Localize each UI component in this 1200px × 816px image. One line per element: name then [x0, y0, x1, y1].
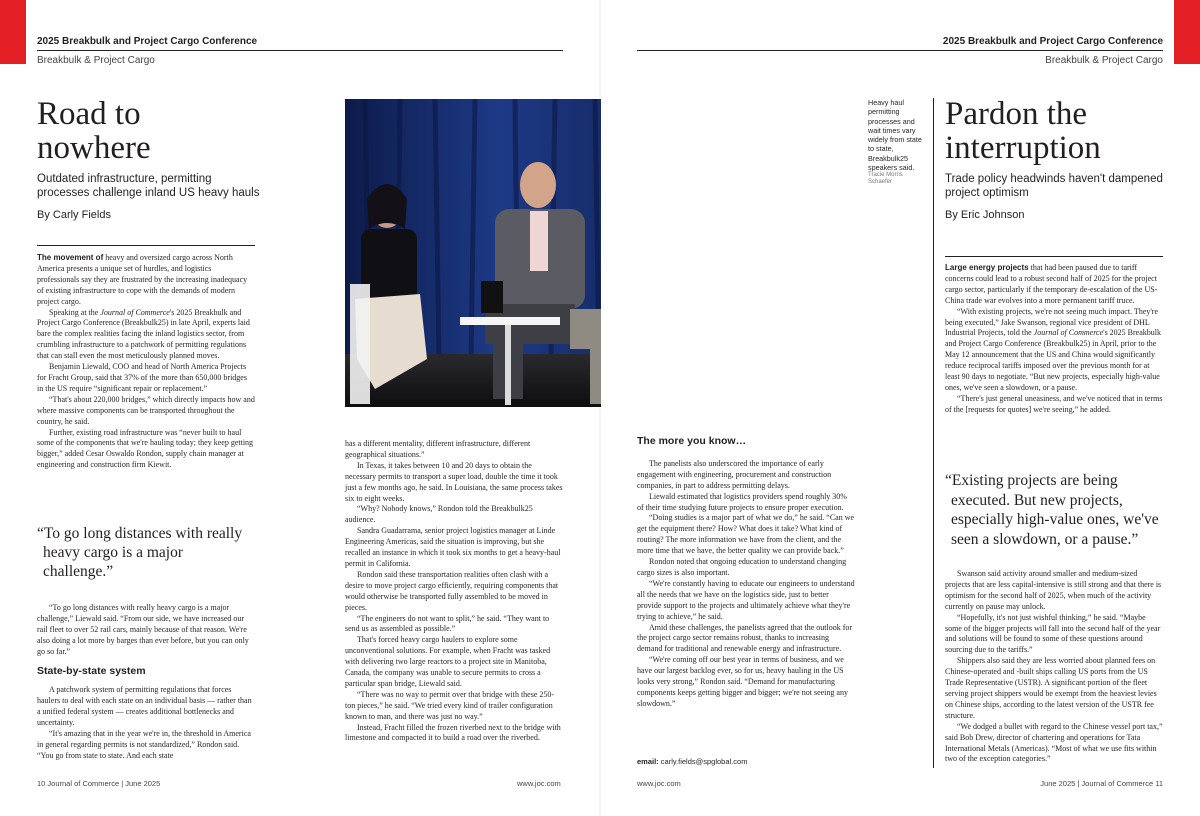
column-top-rule [37, 245, 255, 246]
lead-in: Large energy projects [945, 263, 1029, 272]
paragraph: “Hopefully, it's not just wishful thinking,” he said. “Maybe some of the bigger projects will fall into the second half of the year and solutions will be found to some of these questions around sourcing due to the tariffs.” [945, 612, 1161, 655]
pull-quote: “Existing projects are being executed. But new projects, especially high-value ones, we've seen a slowdown, or a pause.” [945, 472, 1159, 548]
paragraph: Further, existing road infrastructure was “never built to haul some of the components that we're hauling today; they keep getting bigger,” added Cesar Oswaldo Rondon, supply chain manager at engineering and construction firm Kiewit. [37, 427, 254, 470]
paragraph: Liewald estimated that logistics providers spend roughly 30% of their time studying future projects to ensure proper execution. [637, 491, 847, 512]
paragraph: “Doing studies is a major part of what we do,” he said. “Can we get the equipment there? How? What does it take? What kind of routing? The more information we have from the client, and the more time that we have, the better quality we can provide back.” [637, 513, 855, 556]
header-rule [37, 50, 563, 51]
photo-credit: Tracie Morris Schaefer [868, 172, 903, 186]
paragraph [945, 263, 1163, 307]
paragraph: Amid these challenges, the panelists agreed that the outlook for the project cargo sector remains robust, thanks to increasing demand for traditional and renewable energy and infrastructure. [637, 622, 853, 654]
column-top-rule [945, 256, 1163, 257]
article-byline: By Carly Fields [37, 209, 111, 221]
publication-name: Journal of Commerce [1033, 328, 1104, 338]
paragraph: has a different mentality, different infrastructure, different geographical situations.” [345, 439, 531, 459]
paragraph: Swanson said activity around smaller and medium-sized projects that are less capital-intensive is still strong and that there is optimism for the second half of 2025, when much of the activity currently on pause may unlock. [945, 569, 1162, 611]
paragraph: “To go long distances with really heavy cargo is a major challenge,” Liewald said. “From our side, we have increased our rail fleet to over 52 rail cars, mainly because of that reason. We're also doing a lot more by barges than ever before, but you can only go so far.” [37, 603, 249, 656]
article-headline: Road to nowhere [37, 96, 151, 166]
paragraph: “We're coming off our best year in terms of business, and we have our largest backlog ever, so for us, heavy hauling in the US looks very strong,” Rondon said. “Demand for manufacturing components keeps getting bigger and bigger; we're not seeing any slowdown.” [637, 655, 848, 708]
paragraph: The panelists also underscored the importance of early engagement with engineering, procurement and construction companies, in part to address permitting delays. [637, 458, 832, 490]
paragraph: Sandra Guadarrama, senior project logistics manager at Linde Engineering Americas, said the situation is improving, but she recalled an instance in which it took six months to get a heavy-haul permit in California. [345, 526, 561, 568]
publication-name: Journal of Commerce [100, 307, 170, 317]
lead-in: The movement of [37, 253, 104, 262]
paragraph: Rondon said these transportation realities often clash with a desire to move project cargo efficiently, requiring components that would otherwise be transported fully assembled to be moved in pieces. [345, 569, 559, 612]
sidebar-column [637, 436, 855, 710]
left-page [0, 0, 599, 816]
paragraph [37, 253, 255, 308]
paragraph: That's forced heavy cargo haulers to explore some unconventional solutions. For example, when Fracht was tasked with delivering two large reactors to a project site in Manitoba, Canada, the company was unable to secure permits to cross a particular span bridge, Liewald said. [345, 635, 551, 688]
email-address[interactable]: carly.fields@spglobal.com [658, 757, 748, 766]
paragraph: In Texas, it takes between 10 and 20 days to obtain the necessary permits to transport a super load, double the time it took just a few months ago, he said. In Louisiana, the same process takes six to eight weeks. [345, 460, 563, 503]
page-footer-url: www.joc.com [517, 779, 561, 788]
author-email[interactable] [637, 757, 747, 766]
paragraph: Instead, Fracht filled the frozen riverbed next to the bridge with limestone and compacted it to build a road over the riverbed. [345, 722, 561, 743]
article-column-2 [345, 439, 563, 744]
article-headline: Pardon the interruption [945, 96, 1101, 166]
paragraph: “We dodged a bullet with regard to the Chinese vessel port tax,” said Bob Drew, director of chartering and operations for Tata International Metals (Americas). “Most of what we use fits within two of the exception categories.” [945, 721, 1163, 764]
article-byline: By Eric Johnson [945, 209, 1025, 221]
conference-header: 2025 Breakbulk and Project Cargo Conference [37, 36, 258, 47]
header-rule [637, 50, 1163, 51]
paragraph: Benjamin Liewald, COO and head of North America Projects for Fracht Group, said that 37% of the more than 650,000 bridges in the US require “significant repair or replacement.” [37, 362, 247, 393]
text: Speaking at the [49, 307, 101, 317]
paragraph: Rondon noted that ongoing education to understand changing cargo sizes is also important. [637, 557, 847, 577]
page-footer-url: www.joc.com [637, 779, 681, 788]
article-deck: Outdated infrastructure, permitting processes challenge inland US heavy hauls [37, 173, 260, 199]
conference-header: 2025 Breakbulk and Project Cargo Conference [942, 36, 1163, 47]
paragraph: “There was no way to permit over that bridge with these 250-ton pieces,” he said. “We tried every kind of trailer configuration known to man, and there was just no way.” [345, 689, 555, 721]
text: 's 2025 Breakbulk and Project Cargo Conference (Breakbulk25) in late April, experts laid bare the complex realities facing the inland logistics sector, from crumbling infrastructure to a patchwork of permitting regulations that can stall even the most meticulously planned moves. [37, 307, 250, 361]
section-subhead: State-by-state system [37, 664, 146, 677]
caption-text: Heavy haul permitting processes and wait times vary widely from state to state, Breakbulk25 speakers said. [868, 98, 922, 173]
article-deck: Trade policy headwinds haven't dampened project optimism [945, 173, 1163, 199]
paragraph: “That's about 220,000 bridges,” which directly impacts how and where massive components can be transported throughout the country, he said. [37, 394, 255, 426]
article-column-continued [945, 569, 1163, 765]
paragraph: “Why? Nobody knows,” Rondon told the Breakbulk25 audience. [345, 504, 533, 525]
red-section-tab [1174, 0, 1200, 64]
paragraph: “It's amazing that in the year we're in, the threshold in America in general regarding permits is not standardized,” Rondon said. “You go from state to state. And each state [37, 729, 251, 760]
page-footer-folio: June 2025 | Journal of Commerce 11 [1040, 779, 1163, 788]
article-column-1 [37, 253, 255, 471]
sidebar-divider [933, 98, 934, 768]
red-section-tab [0, 0, 26, 64]
section-label: Breakbulk & Project Cargo [1045, 55, 1163, 66]
text: 's 2025 Breakbulk and Project Cargo Conference (Breakbulk25) in April, prior to the May 12 announcement that the US and China would significantly reduce reciprocal tariffs imposed over the previous month for at least 90 days to negotiate. “But new projects, especially high-value ones, we've seen a slowdown, or a pause. [945, 328, 1162, 392]
lead-text: heavy and oversized cargo across North America presents a unique set of hurdles, and logistics professionals say they are frustrated by the increasing inadequacy of existing infrastructure to cope with the demands of modern project cargo. [37, 253, 248, 306]
photo-caption [868, 98, 928, 186]
paragraph: “We're constantly having to educate our engineers to understand all the needs that we have on the logistics side, just to better provide support to the projects and ultimately achieve what they're trying to achieve,” he said. [637, 578, 855, 621]
lead-text: that had been paused due to tariff concerns could lead to a robust second half of 2025 for the project cargo sector, particularly if the temporary de-escalation of the US-China trade war evolves into a more permanent tariff truce. [945, 263, 1158, 305]
article-column [945, 263, 1163, 416]
email-label: email: [637, 757, 659, 766]
sidebar-heading: The more you know… [637, 435, 747, 447]
article-column-1-continued [37, 603, 255, 762]
right-page [601, 0, 1200, 816]
section-label: Breakbulk & Project Cargo [37, 55, 155, 66]
page-footer-folio: 10 Journal of Commerce | June 2025 [37, 779, 161, 788]
paragraph: A patchwork system of permitting regulations that forces haulers to deal with each state on an individual basis — rather than a unified federal system — creates additional bottlenecks and uncertainty. [37, 685, 252, 728]
paragraph [37, 308, 255, 363]
paragraph: Shippers also said they are less worried about planned fees on Chinese-operated and -built ships calling US ports from the US Trade Representative (USTR). A significant portion of the fleet serving project shippers would be exempt from the heaviest levies on Chinese ships, according to the latest version of the USTR fee structure. [945, 656, 1157, 720]
paragraph: “The engineers do not want to split,” he said. “They want to send us as assembled as possible.” [345, 613, 550, 634]
paragraph: “There's just general uneasiness, and we've noticed that in terms of the [requests for quotes] we're seeing,” he added. [945, 393, 1163, 414]
text: “With existing projects, we're not seeing much impact. They're being executed,” Jake Swanson, regional vice president of DHL Industrial Projects, told the [945, 306, 1159, 338]
paragraph [945, 307, 1163, 394]
pull-quote: “To go long distances with really heavy cargo is a major challenge.” [37, 525, 243, 580]
